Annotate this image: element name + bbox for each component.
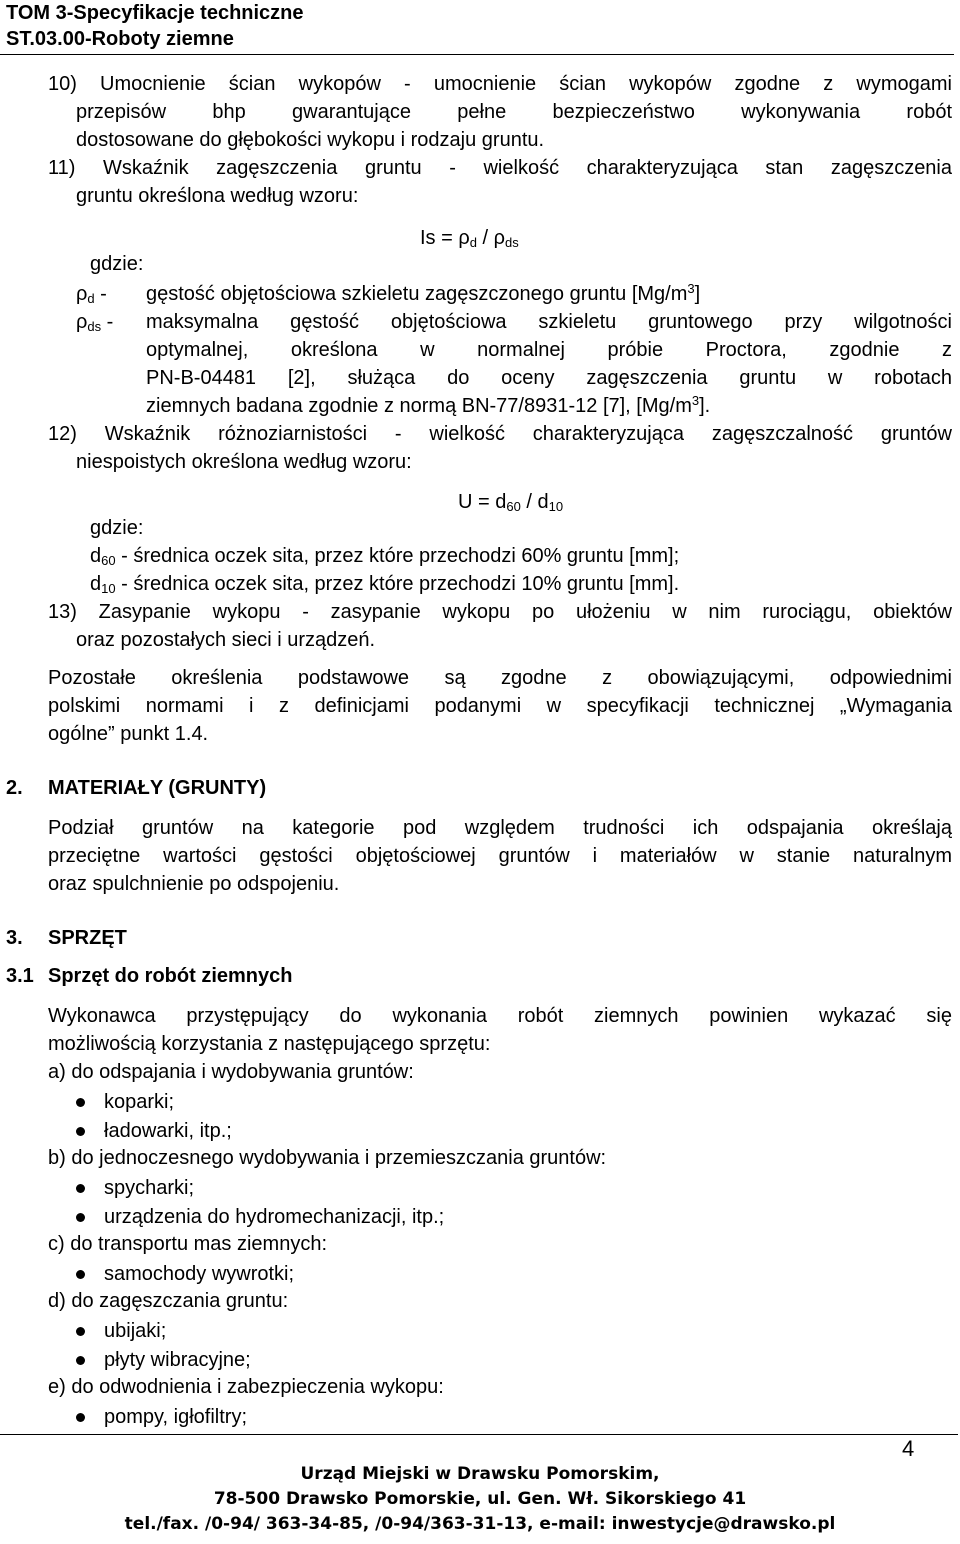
rho-d-text: gęstość objętościowa szkieletu zagęszczonego gruntu [Mg/m xyxy=(146,283,688,305)
rho-symbol: ρ xyxy=(493,227,506,249)
rho-d-definition xyxy=(146,280,700,308)
bullet-text: ubijaki; xyxy=(104,1320,167,1342)
other-definitions-line1: Pozostałe określenia podstawowe są zgodne z obowiązującymi, odpowiednimi xyxy=(48,667,952,689)
d-symbol: d xyxy=(90,573,102,595)
section-2-line2: przeciętne wartości gęstości objętościowej gruntów i materiałów w stanie naturalnym xyxy=(48,845,952,867)
bullet-text: spycharki; xyxy=(104,1177,195,1199)
header-spec-code: ST.03.00-Roboty ziemne xyxy=(6,28,234,50)
section-3-number: 3. xyxy=(6,927,23,949)
bracket-end: ] xyxy=(694,283,701,305)
compaction-index-formula xyxy=(420,224,519,252)
equipment-group-a: a) do odspajania i wydobywania gruntów: xyxy=(48,1061,414,1083)
equipment-group-c: c) do transportu mas ziemnych: xyxy=(48,1233,327,1255)
bullet-text: pompy, igłofiltry; xyxy=(104,1406,248,1428)
bullet-text: ładowarki, itp.; xyxy=(104,1120,232,1142)
definition-13-line2: oraz pozostałych sieci i urządzeń. xyxy=(76,629,376,651)
equipment-group-e: e) do odwodnienia i zabezpieczenia wykopu: xyxy=(48,1376,444,1398)
equipment-group-d: d) do zagęszczania gruntu: xyxy=(48,1290,289,1312)
definition-12-line1: 12) Wskaźnik różnoziarnistości - wielkość charakteryzująca zagęszczalność gruntów xyxy=(48,423,952,445)
rho-ds-definition-line3: PN-B-04481 [2], służąca do oceny zagęszczenia gruntu w robotach xyxy=(146,367,952,389)
definition-12-line2: niespoistych określona według wzoru: xyxy=(76,451,412,473)
page-number: 4 xyxy=(902,1436,915,1461)
bullet-item xyxy=(76,1203,444,1231)
subscript-ds: ds xyxy=(505,235,519,250)
uniformity-formula xyxy=(458,488,563,516)
where-label: gdzie: xyxy=(90,253,144,275)
bullet-icon xyxy=(76,1127,85,1136)
rho-ds-symbol xyxy=(76,308,113,336)
footer-divider xyxy=(0,1434,958,1435)
rho-ds-text: ziemnych badana zgodnie z normą BN-77/8931-12 [7], [Mg/m xyxy=(146,395,692,417)
rho-ds-definition-line1: maksymalna gęstość objętościowa szkieletu gruntowego przy wilgotności xyxy=(146,311,952,333)
d60-text: - średnica oczek sita, przez które przechodzi 60% gruntu [mm]; xyxy=(115,545,680,567)
formula-slash: / xyxy=(476,227,494,249)
rho-symbol: ρ xyxy=(76,311,88,333)
bullet-icon xyxy=(76,1184,85,1193)
other-definitions-line2: polskimi normami i z definicjami podanymi w specyfikacji technicznej „Wymagania xyxy=(48,695,952,717)
bullet-item xyxy=(76,1174,194,1202)
formula-slash: / d xyxy=(520,491,549,513)
subscript-10: 10 xyxy=(548,499,564,514)
d10-text: - średnica oczek sita, przez które przechodzi 10% gruntu [mm]. xyxy=(115,573,680,595)
section-3-1-line1: Wykonawca przystępujący do wykonania robót ziemnych powinien wykazać się xyxy=(48,1005,952,1027)
other-definitions-line3: ogólne” punkt 1.4. xyxy=(48,723,209,745)
header-divider xyxy=(0,54,954,55)
equipment-group-b: b) do jednoczesnego wydobywania i przemieszczania gruntów: xyxy=(48,1147,607,1169)
bullet-item xyxy=(76,1317,166,1345)
definition-10-line1: 10) Umocnienie ścian wykopów - umocnienie ścian wykopów zgodne z wymogami xyxy=(48,73,952,95)
formula-lhs: Is = xyxy=(420,227,459,249)
superscript-3: 3 xyxy=(691,393,700,408)
bullet-item xyxy=(76,1260,294,1288)
subscript-ds: ds xyxy=(87,319,102,334)
bullet-text: samochody wywrotki; xyxy=(104,1263,295,1285)
definition-10-line2: przepisów bhp gwarantujące pełne bezpieczeństwo wykonywania robót xyxy=(76,101,952,123)
footer-office-name: Urząd Miejski w Drawsku Pomorskim, xyxy=(300,1464,660,1484)
bullet-text: płyty wibracyjne; xyxy=(104,1349,251,1371)
rho-symbol: ρ xyxy=(458,227,470,249)
definition-11-line2: gruntu określona według wzoru: xyxy=(76,185,359,207)
d10-definition xyxy=(90,570,679,598)
section-2-line3: oraz spulchnienie po odspojeniu. xyxy=(48,873,340,895)
section-2-title: MATERIAŁY (GRUNTY) xyxy=(48,777,267,799)
subscript-d: d xyxy=(87,291,95,306)
footer-address: 78-500 Drawsko Pomorskie, ul. Gen. Wł. Sikorskiego 41 xyxy=(213,1489,747,1509)
section-3-1-number: 3.1 xyxy=(6,965,34,987)
bullet-item xyxy=(76,1117,232,1145)
bullet-text: urządzenia do hydromechanizacji, itp.; xyxy=(104,1206,445,1228)
subscript-d: d xyxy=(469,235,477,250)
dash: - xyxy=(94,283,107,305)
definition-10-line3: dostosowane do głębokości wykopu i rodzaju gruntu. xyxy=(76,129,545,151)
bullet-icon xyxy=(76,1098,85,1107)
section-3-1-title: Sprzęt do robót ziemnych xyxy=(48,965,293,987)
where-label: gdzie: xyxy=(90,517,144,539)
definition-11-line1: 11) Wskaźnik zagęszczenia gruntu - wielkość charakteryzująca stan zagęszczenia xyxy=(48,157,952,179)
bullet-item xyxy=(76,1088,174,1116)
bracket-end: ]. xyxy=(699,395,711,417)
subscript-10: 10 xyxy=(101,581,116,596)
section-3-1-line2: możliwością korzystania z następującego sprzętu: xyxy=(48,1033,491,1055)
definition-13-line1: 13) Zasypanie wykopu - zasypanie wykopu po ułożeniu w nim rurociągu, obiektów xyxy=(48,601,952,623)
formula-lhs: U = d xyxy=(458,491,507,513)
rho-symbol: ρ xyxy=(76,283,88,305)
superscript-3: 3 xyxy=(687,281,695,296)
dash: - xyxy=(101,311,114,333)
footer-contact: tel./fax. /0-94/ 363-34-85, /0-94/363-31-13, e-mail: inwestycje@drawsko.pl xyxy=(124,1514,836,1534)
bullet-icon xyxy=(76,1327,85,1336)
section-2-number: 2. xyxy=(6,777,23,799)
bullet-icon xyxy=(76,1270,85,1279)
bullet-item xyxy=(76,1346,251,1374)
rho-ds-definition-line2: optymalnej, określona w normalnej próbie Proctora, zgodnie z xyxy=(146,339,952,361)
subscript-60: 60 xyxy=(101,553,116,568)
d60-definition xyxy=(90,542,679,570)
header-volume-title: TOM 3-Specyfikacje techniczne xyxy=(6,2,304,24)
rho-d-symbol xyxy=(76,280,107,308)
bullet-icon xyxy=(76,1213,85,1222)
bullet-icon xyxy=(76,1413,85,1422)
bullet-item xyxy=(76,1403,247,1431)
rho-ds-definition-line4 xyxy=(146,392,710,420)
section-3-title: SPRZĘT xyxy=(48,927,127,949)
document-header xyxy=(6,0,304,52)
subscript-60: 60 xyxy=(506,499,521,514)
d-symbol: d xyxy=(90,545,102,567)
bullet-icon xyxy=(76,1356,85,1365)
section-2-line1: Podział gruntów na kategorie pod względem trudności ich odspajania określają xyxy=(48,817,952,839)
bullet-text: koparki; xyxy=(104,1091,175,1113)
